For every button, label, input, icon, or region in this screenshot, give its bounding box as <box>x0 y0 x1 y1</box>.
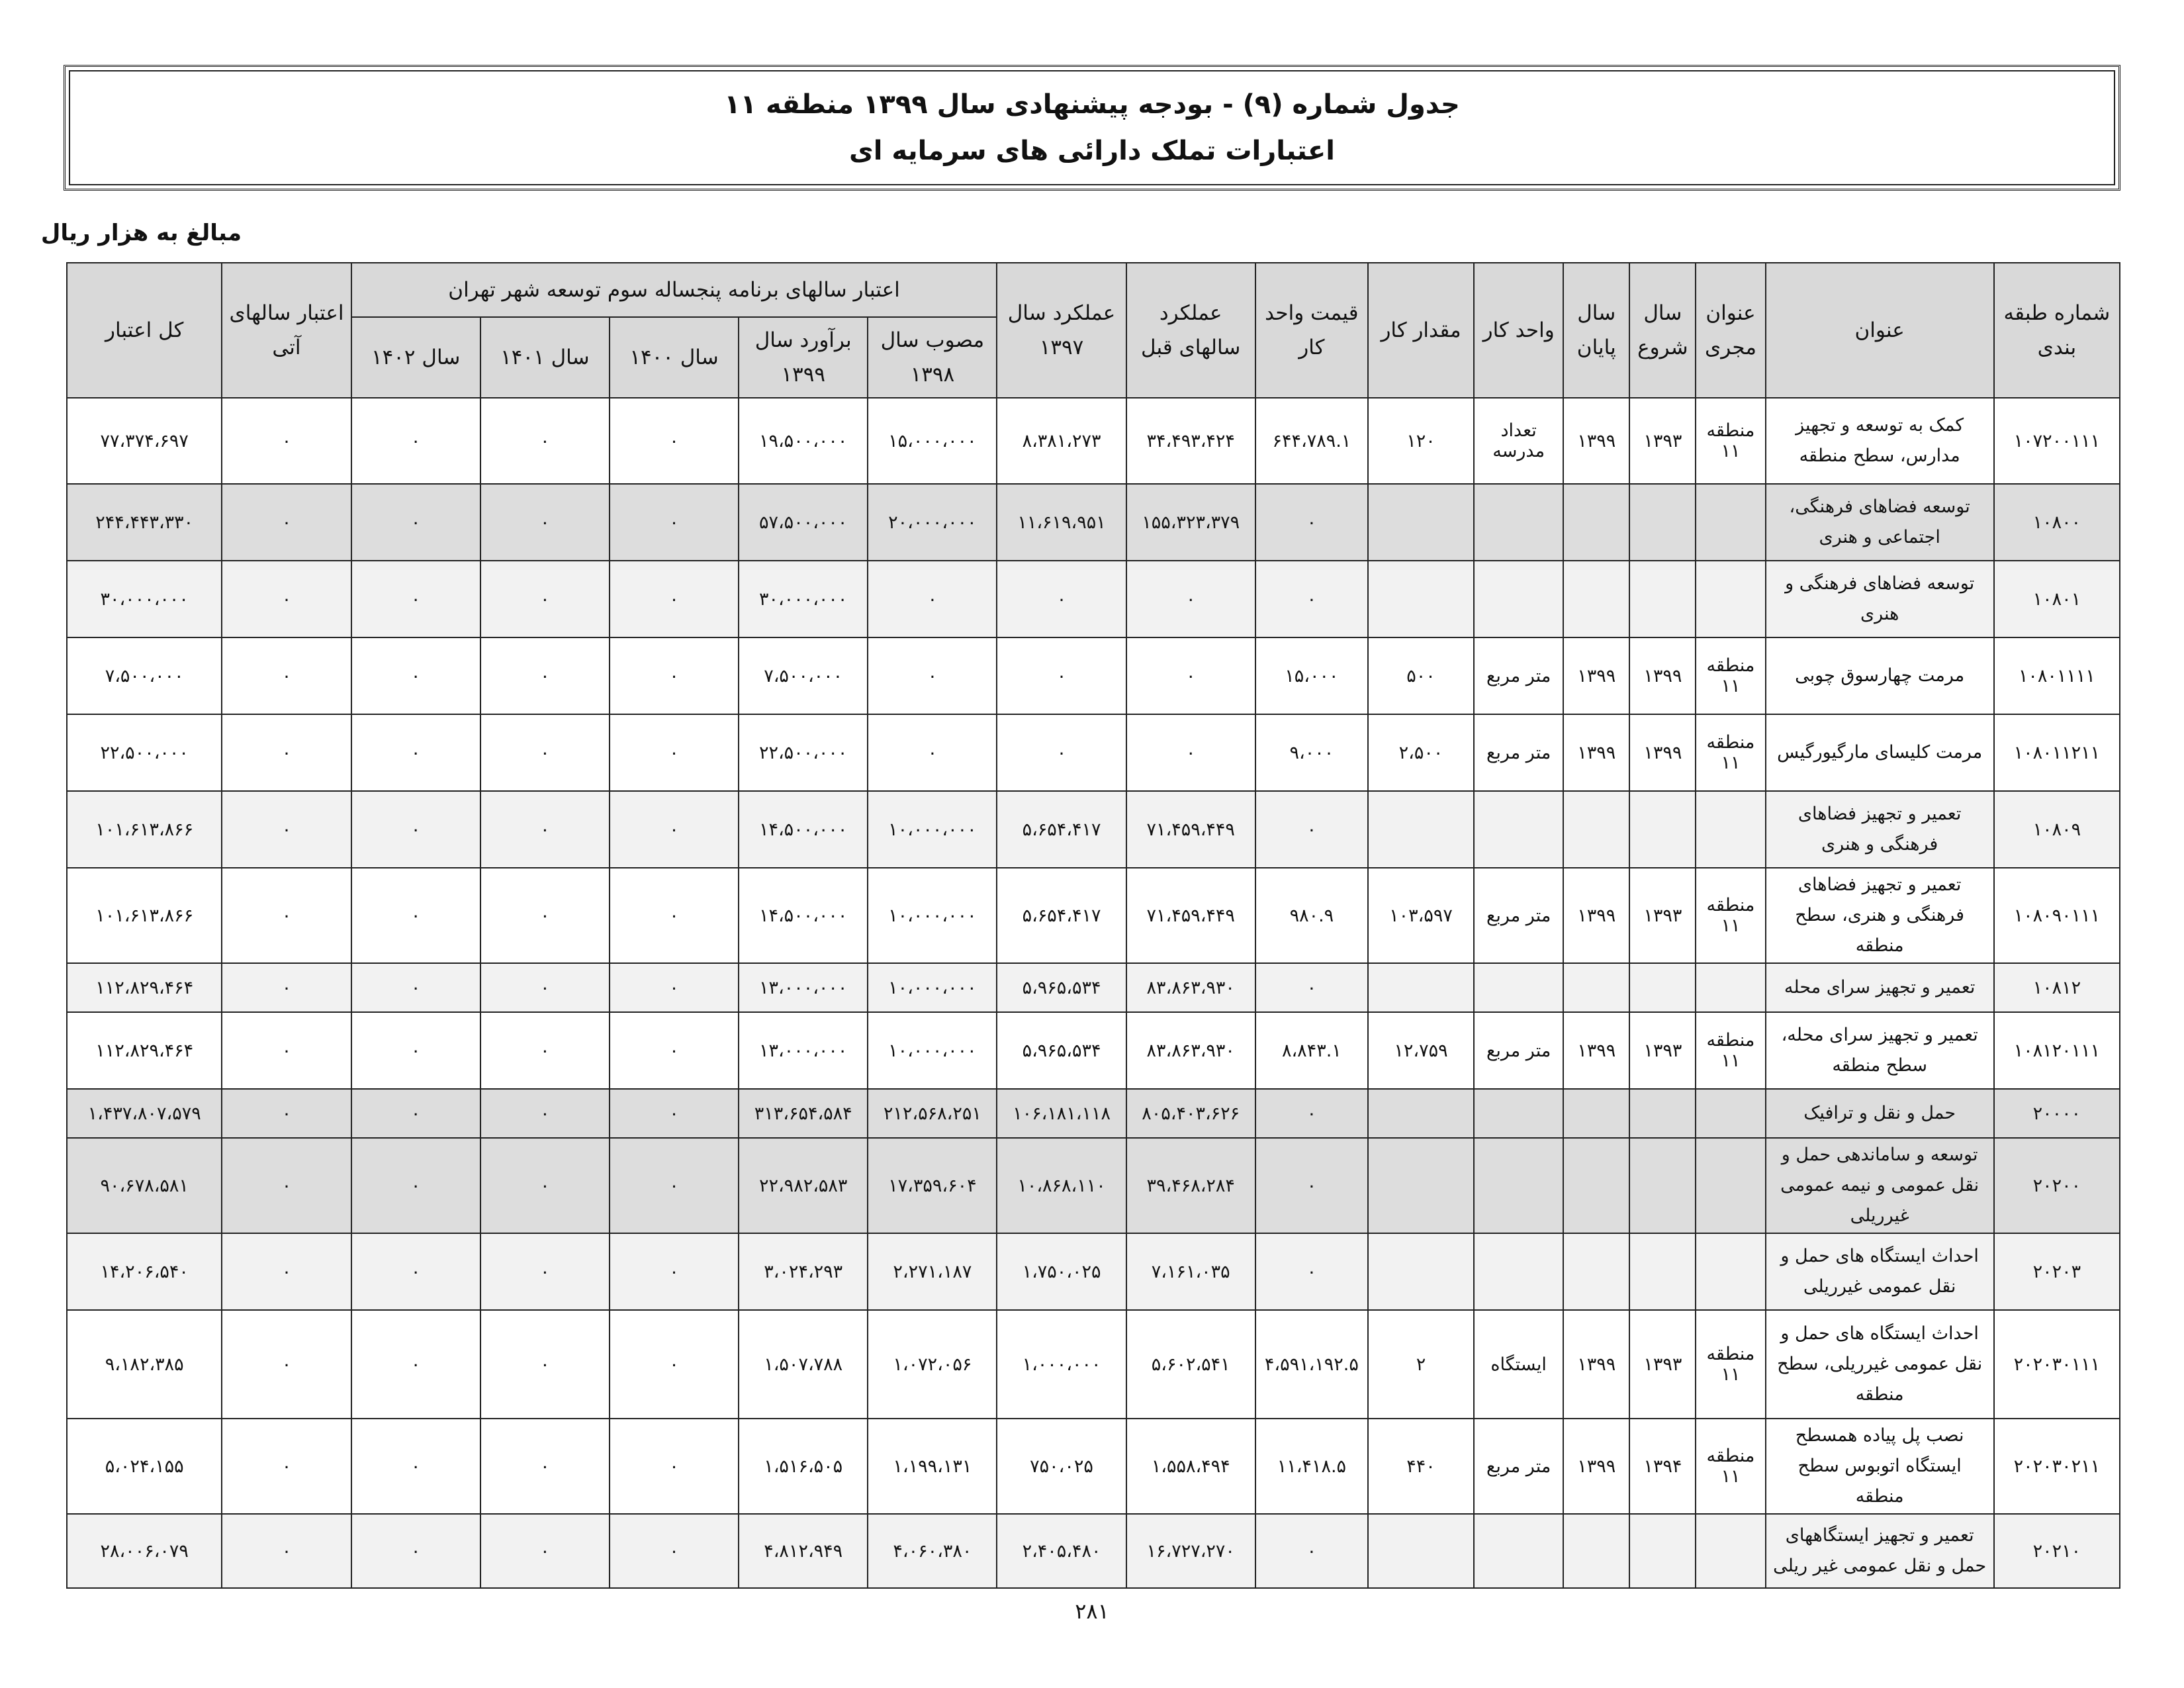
cell-performance-1397: ۵،۹۶۵،۵۳۴ <box>997 1012 1126 1089</box>
cell-performance-1397: ۱،۰۰۰،۰۰۰ <box>997 1310 1126 1419</box>
table-row <box>67 1138 2120 1233</box>
cell-year-1401: ۰ <box>480 1233 610 1310</box>
cell-code: ۱۰۸۰۹ <box>1994 791 2120 868</box>
cell-approved-1398: ۰ <box>868 637 997 714</box>
cell-total-credit: ۱۱۲،۸۲۹،۴۶۴ <box>67 963 222 1012</box>
table-row <box>67 484 2120 561</box>
header-five-year-plan: اعتبار سالهای برنامه پنجساله سوم توسعه شهر تهران <box>351 263 997 317</box>
cell-performance-1397: ۸،۳۸۱،۲۷۳ <box>997 398 1126 484</box>
cell-year-1400: ۰ <box>610 561 739 637</box>
page-title: جدول شماره (۹) - بودجه پیشنهادی سال ۱۳۹۹ منطقه ۱۱ <box>724 89 1460 120</box>
cell-total-credit: ۲۴۴،۴۴۳،۳۳۰ <box>67 484 222 561</box>
cell-year-1401: ۰ <box>480 963 610 1012</box>
cell-work-unit <box>1474 963 1563 1012</box>
cell-year-1402: ۰ <box>351 1310 480 1419</box>
cell-total-credit: ۱۴،۲۰۶،۵۴۰ <box>67 1233 222 1310</box>
cell-work-unit <box>1474 1089 1563 1138</box>
cell-future-credit: ۰ <box>222 398 351 484</box>
cell-performance-1397: ۵،۶۵۴،۴۱۷ <box>997 868 1126 963</box>
cell-past-performance: ۱۶،۷۲۷،۲۷۰ <box>1126 1514 1255 1588</box>
cell-estimate-1399: ۱،۵۱۶،۵۰۵ <box>739 1419 868 1514</box>
cell-work-amount: ۲،۵۰۰ <box>1368 714 1474 791</box>
cell-year-1401: ۰ <box>480 637 610 714</box>
header-performance-1397: عملکرد سال ۱۳۹۷ <box>997 263 1126 398</box>
cell-past-performance: ۸۰۵،۴۰۳،۶۲۶ <box>1126 1089 1255 1138</box>
cell-total-credit: ۲۲،۵۰۰،۰۰۰ <box>67 714 222 791</box>
cell-work-amount <box>1368 963 1474 1012</box>
cell-end-year: ۱۳۹۹ <box>1563 1012 1629 1089</box>
cell-estimate-1399: ۷،۵۰۰،۰۰۰ <box>739 637 868 714</box>
cell-year-1402: ۰ <box>351 791 480 868</box>
cell-estimate-1399: ۲۲،۵۰۰،۰۰۰ <box>739 714 868 791</box>
cell-unit-price: ۸،۸۴۳.۱ <box>1255 1012 1368 1089</box>
header-work-unit: واحد کار <box>1474 263 1563 398</box>
cell-performance-1397: ۱۱،۶۱۹،۹۵۱ <box>997 484 1126 561</box>
cell-unit-price: ۶۴۴،۷۸۹.۱ <box>1255 398 1368 484</box>
cell-approved-1398: ۱۵،۰۰۰،۰۰۰ <box>868 398 997 484</box>
cell-code: ۱۰۸۰۰ <box>1994 484 2120 561</box>
header-year-1400: سال ۱۴۰۰ <box>610 317 739 398</box>
cell-unit-price: ۰ <box>1255 1233 1368 1310</box>
cell-work-amount <box>1368 484 1474 561</box>
cell-work-amount <box>1368 1514 1474 1588</box>
table-row <box>67 1233 2120 1310</box>
cell-year-1402: ۰ <box>351 1138 480 1233</box>
cell-year-1400: ۰ <box>610 1089 739 1138</box>
cell-start-year: ۱۳۹۹ <box>1629 637 1696 714</box>
cell-estimate-1399: ۱۳،۰۰۰،۰۰۰ <box>739 1012 868 1089</box>
cell-executor <box>1696 1138 1765 1233</box>
cell-work-unit <box>1474 791 1563 868</box>
cell-unit-price: ۰ <box>1255 1089 1368 1138</box>
cell-work-unit <box>1474 561 1563 637</box>
cell-past-performance: ۷۱،۴۵۹،۴۴۹ <box>1126 791 1255 868</box>
cell-executor <box>1696 1089 1765 1138</box>
cell-executor: منطقه ۱۱ <box>1696 1310 1765 1419</box>
cell-title: احداث ایستگاه های حمل و نقل عمومی غیرریلی، سطح منطقه <box>1766 1310 1994 1419</box>
cell-start-year: ۱۳۹۴ <box>1629 1419 1696 1514</box>
cell-code: ۲۰۲۰۰ <box>1994 1138 2120 1233</box>
cell-executor: منطقه ۱۱ <box>1696 398 1765 484</box>
cell-future-credit: ۰ <box>222 1514 351 1588</box>
cell-code: ۲۰۲۰۳۰۱۱۱ <box>1994 1310 2120 1419</box>
cell-code: ۲۰۲۱۰ <box>1994 1514 2120 1588</box>
cell-work-unit: متر مربع <box>1474 868 1563 963</box>
table-row <box>67 868 2120 963</box>
cell-past-performance: ۱۵۵،۳۲۳،۳۷۹ <box>1126 484 1255 561</box>
cell-end-year <box>1563 1089 1629 1138</box>
cell-performance-1397: ۱۰،۸۶۸،۱۱۰ <box>997 1138 1126 1233</box>
cell-code: ۱۰۸۰۹۰۱۱۱ <box>1994 868 2120 963</box>
cell-year-1401: ۰ <box>480 398 610 484</box>
cell-year-1401: ۰ <box>480 1514 610 1588</box>
cell-total-credit: ۷۷،۳۷۴،۶۹۷ <box>67 398 222 484</box>
cell-total-credit: ۱۱۲،۸۲۹،۴۶۴ <box>67 1012 222 1089</box>
cell-work-unit: متر مربع <box>1474 1419 1563 1514</box>
cell-approved-1398: ۲۱۲،۵۶۸،۲۵۱ <box>868 1089 997 1138</box>
cell-title: نصب پل پیاده همسطح ایستگاه اتوبوس سطح منطقه <box>1766 1419 1994 1514</box>
cell-performance-1397: ۰ <box>997 637 1126 714</box>
header-title: عنوان <box>1766 263 1994 398</box>
cell-unit-price: ۰ <box>1255 561 1368 637</box>
cell-executor: منطقه ۱۱ <box>1696 1419 1765 1514</box>
cell-work-amount: ۵۰۰ <box>1368 637 1474 714</box>
cell-end-year <box>1563 561 1629 637</box>
cell-unit-price: ۰ <box>1255 963 1368 1012</box>
cell-year-1401: ۰ <box>480 1310 610 1419</box>
cell-executor <box>1696 963 1765 1012</box>
cell-end-year: ۱۳۹۹ <box>1563 1310 1629 1419</box>
cell-start-year <box>1629 1138 1696 1233</box>
cell-executor <box>1696 791 1765 868</box>
cell-start-year: ۱۳۹۳ <box>1629 868 1696 963</box>
cell-code: ۲۰۲۰۳ <box>1994 1233 2120 1310</box>
cell-performance-1397: ۰ <box>997 561 1126 637</box>
cell-past-performance: ۸۳،۸۶۳،۹۳۰ <box>1126 963 1255 1012</box>
cell-title: تعمیر و تجهیز سرای محله، سطح منطقه <box>1766 1012 1994 1089</box>
cell-work-unit <box>1474 1138 1563 1233</box>
cell-year-1401: ۰ <box>480 791 610 868</box>
cell-year-1402: ۰ <box>351 1089 480 1138</box>
cell-executor: منطقه ۱۱ <box>1696 637 1765 714</box>
cell-title: کمک به توسعه و تجهیز مدارس، سطح منطقه <box>1766 398 1994 484</box>
cell-future-credit: ۰ <box>222 963 351 1012</box>
cell-future-credit: ۰ <box>222 1310 351 1419</box>
cell-year-1400: ۰ <box>610 484 739 561</box>
cell-code: ۱۰۷۲۰۰۱۱۱ <box>1994 398 2120 484</box>
cell-year-1400: ۰ <box>610 1233 739 1310</box>
cell-end-year <box>1563 963 1629 1012</box>
cell-end-year: ۱۳۹۹ <box>1563 1419 1629 1514</box>
cell-executor <box>1696 484 1765 561</box>
cell-work-amount: ۱۲۰ <box>1368 398 1474 484</box>
cell-year-1402: ۰ <box>351 484 480 561</box>
cell-work-amount: ۱۲،۷۵۹ <box>1368 1012 1474 1089</box>
cell-approved-1398: ۱۷،۳۵۹،۶۰۴ <box>868 1138 997 1233</box>
cell-start-year <box>1629 1514 1696 1588</box>
cell-year-1402: ۰ <box>351 637 480 714</box>
cell-past-performance: ۱،۵۵۸،۴۹۴ <box>1126 1419 1255 1514</box>
cell-work-unit <box>1474 484 1563 561</box>
cell-past-performance: ۸۳،۸۶۳،۹۳۰ <box>1126 1012 1255 1089</box>
cell-work-unit <box>1474 1514 1563 1588</box>
cell-end-year: ۱۳۹۹ <box>1563 398 1629 484</box>
header-unit-price: قیمت واحد کار <box>1255 263 1368 398</box>
cell-approved-1398: ۱۰،۰۰۰،۰۰۰ <box>868 963 997 1012</box>
cell-estimate-1399: ۳۱۳،۶۵۴،۵۸۴ <box>739 1089 868 1138</box>
cell-total-credit: ۱،۴۳۷،۸۰۷،۵۷۹ <box>67 1089 222 1138</box>
cell-estimate-1399: ۴،۸۱۲،۹۴۹ <box>739 1514 868 1588</box>
cell-future-credit: ۰ <box>222 714 351 791</box>
units-label: مبالغ به هزار ریال <box>40 220 242 246</box>
cell-performance-1397: ۱۰۶،۱۸۱،۱۱۸ <box>997 1089 1126 1138</box>
cell-executor: منطقه ۱۱ <box>1696 714 1765 791</box>
cell-unit-price: ۰ <box>1255 484 1368 561</box>
cell-unit-price: ۴،۵۹۱،۱۹۲.۵ <box>1255 1310 1368 1419</box>
page-subtitle: اعتبارات تملک دارائی های سرمایه ای <box>849 136 1335 166</box>
cell-code: ۲۰۲۰۳۰۲۱۱ <box>1994 1419 2120 1514</box>
cell-year-1400: ۰ <box>610 963 739 1012</box>
cell-past-performance: ۵،۶۰۲،۵۴۱ <box>1126 1310 1255 1419</box>
header-year-1402: سال ۱۴۰۲ <box>351 317 480 398</box>
cell-total-credit: ۷،۵۰۰،۰۰۰ <box>67 637 222 714</box>
cell-unit-price: ۱۵،۰۰۰ <box>1255 637 1368 714</box>
cell-executor: منطقه ۱۱ <box>1696 1012 1765 1089</box>
cell-title: مرمت کلیسای مارگیورگیس <box>1766 714 1994 791</box>
cell-end-year <box>1563 791 1629 868</box>
cell-approved-1398: ۰ <box>868 714 997 791</box>
cell-approved-1398: ۱۰،۰۰۰،۰۰۰ <box>868 791 997 868</box>
cell-future-credit: ۰ <box>222 791 351 868</box>
cell-past-performance: ۳۴،۴۹۳،۴۲۴ <box>1126 398 1255 484</box>
cell-year-1401: ۰ <box>480 1089 610 1138</box>
cell-year-1400: ۰ <box>610 714 739 791</box>
cell-unit-price: ۱۱،۴۱۸.۵ <box>1255 1419 1368 1514</box>
header-executor: عنوان مجری <box>1696 263 1765 398</box>
cell-title: توسعه و ساماندهی حمل و نقل عمومی و نیمه عمومی غیرریلی <box>1766 1138 1994 1233</box>
cell-estimate-1399: ۱۴،۵۰۰،۰۰۰ <box>739 791 868 868</box>
cell-unit-price: ۹۸۰.۹ <box>1255 868 1368 963</box>
cell-work-amount <box>1368 1089 1474 1138</box>
cell-future-credit: ۰ <box>222 1089 351 1138</box>
cell-start-year <box>1629 1233 1696 1310</box>
title-box <box>64 65 2120 191</box>
cell-total-credit: ۳۰،۰۰۰،۰۰۰ <box>67 561 222 637</box>
cell-start-year: ۱۳۹۳ <box>1629 398 1696 484</box>
cell-year-1402: ۰ <box>351 1419 480 1514</box>
cell-work-amount <box>1368 1138 1474 1233</box>
cell-year-1402: ۰ <box>351 1514 480 1588</box>
cell-code: ۱۰۸۰۱۱۱۱ <box>1994 637 2120 714</box>
cell-approved-1398: ۱،۰۷۲،۰۵۶ <box>868 1310 997 1419</box>
table-row <box>67 1310 2120 1419</box>
table-row <box>67 963 2120 1012</box>
table-row <box>67 714 2120 791</box>
table-row <box>67 1514 2120 1588</box>
cell-total-credit: ۹۰،۶۷۸،۵۸۱ <box>67 1138 222 1233</box>
table-row <box>67 398 2120 484</box>
cell-end-year: ۱۳۹۹ <box>1563 637 1629 714</box>
cell-estimate-1399: ۱۳،۰۰۰،۰۰۰ <box>739 963 868 1012</box>
cell-work-amount: ۴۴۰ <box>1368 1419 1474 1514</box>
cell-year-1401: ۰ <box>480 561 610 637</box>
cell-title: تعمیر و تجهیز سرای محله <box>1766 963 1994 1012</box>
cell-total-credit: ۹،۱۸۲،۳۸۵ <box>67 1310 222 1419</box>
header-estimate-1399: برآورد سال ۱۳۹۹ <box>739 317 868 398</box>
cell-estimate-1399: ۱۹،۵۰۰،۰۰۰ <box>739 398 868 484</box>
cell-executor: منطقه ۱۱ <box>1696 868 1765 963</box>
cell-future-credit: ۰ <box>222 484 351 561</box>
table-row <box>67 1419 2120 1514</box>
cell-end-year: ۱۳۹۹ <box>1563 868 1629 963</box>
cell-year-1400: ۰ <box>610 1310 739 1419</box>
cell-year-1400: ۰ <box>610 791 739 868</box>
cell-estimate-1399: ۱،۵۰۷،۷۸۸ <box>739 1310 868 1419</box>
cell-future-credit: ۰ <box>222 1419 351 1514</box>
cell-year-1402: ۰ <box>351 963 480 1012</box>
cell-work-unit: ایستگاه <box>1474 1310 1563 1419</box>
cell-start-year <box>1629 791 1696 868</box>
cell-performance-1397: ۵،۹۶۵،۵۳۴ <box>997 963 1126 1012</box>
cell-work-unit: متر مربع <box>1474 714 1563 791</box>
cell-past-performance: ۷۱،۴۵۹،۴۴۹ <box>1126 868 1255 963</box>
cell-work-unit <box>1474 1233 1563 1310</box>
page-number: ۲۸۱ <box>1075 1599 1109 1624</box>
header-work-amount: مقدار کار <box>1368 263 1474 398</box>
cell-year-1400: ۰ <box>610 1514 739 1588</box>
cell-work-amount <box>1368 561 1474 637</box>
table-row <box>67 637 2120 714</box>
table-row <box>67 1089 2120 1138</box>
cell-performance-1397: ۲،۴۰۵،۴۸۰ <box>997 1514 1126 1588</box>
cell-year-1401: ۰ <box>480 868 610 963</box>
cell-title: مرمت چهارسوق چوبی <box>1766 637 1994 714</box>
header-end-year: سال پایان <box>1563 263 1629 398</box>
cell-future-credit: ۰ <box>222 561 351 637</box>
header-total-credit: کل اعتبار <box>67 263 222 398</box>
cell-year-1402: ۰ <box>351 1233 480 1310</box>
cell-total-credit: ۱۰۱،۶۱۳،۸۶۶ <box>67 791 222 868</box>
budget-table <box>66 262 2120 1589</box>
cell-year-1401: ۰ <box>480 484 610 561</box>
cell-past-performance: ۷،۱۶۱،۰۳۵ <box>1126 1233 1255 1310</box>
cell-start-year: ۱۳۹۳ <box>1629 1012 1696 1089</box>
cell-approved-1398: ۲،۲۷۱،۱۸۷ <box>868 1233 997 1310</box>
cell-unit-price: ۹،۰۰۰ <box>1255 714 1368 791</box>
cell-future-credit: ۰ <box>222 1138 351 1233</box>
cell-estimate-1399: ۳،۰۲۴،۲۹۳ <box>739 1233 868 1310</box>
cell-year-1401: ۰ <box>480 1138 610 1233</box>
cell-unit-price: ۰ <box>1255 1514 1368 1588</box>
cell-work-amount <box>1368 1233 1474 1310</box>
cell-code: ۲۰۰۰۰ <box>1994 1089 2120 1138</box>
cell-year-1401: ۰ <box>480 714 610 791</box>
table-row <box>67 791 2120 868</box>
cell-performance-1397: ۷۵۰،۰۲۵ <box>997 1419 1126 1514</box>
cell-total-credit: ۵،۰۲۴،۱۵۵ <box>67 1419 222 1514</box>
cell-approved-1398: ۱۰،۰۰۰،۰۰۰ <box>868 868 997 963</box>
cell-year-1401: ۰ <box>480 1419 610 1514</box>
cell-title: تعمیر و تجهیز فضاهای فرهنگی و هنری <box>1766 791 1994 868</box>
cell-approved-1398: ۱۰،۰۰۰،۰۰۰ <box>868 1012 997 1089</box>
cell-future-credit: ۰ <box>222 868 351 963</box>
cell-start-year <box>1629 484 1696 561</box>
cell-year-1401: ۰ <box>480 1012 610 1089</box>
cell-total-credit: ۱۰۱،۶۱۳،۸۶۶ <box>67 868 222 963</box>
cell-performance-1397: ۱،۷۵۰،۰۲۵ <box>997 1233 1126 1310</box>
cell-start-year: ۱۳۹۹ <box>1629 714 1696 791</box>
cell-year-1402: ۰ <box>351 868 480 963</box>
cell-title: توسعه فضاهای فرهنگی و هنری <box>1766 561 1994 637</box>
cell-code: ۱۰۸۰۱ <box>1994 561 2120 637</box>
header-approved-1398: مصوب سال ۱۳۹۸ <box>868 317 997 398</box>
cell-estimate-1399: ۳۰،۰۰۰،۰۰۰ <box>739 561 868 637</box>
cell-year-1402: ۰ <box>351 1012 480 1089</box>
cell-title: احداث ایستگاه های حمل و نقل عمومی غیرریلی <box>1766 1233 1994 1310</box>
cell-title: تعمیر و تجهیز فضاهای فرهنگی و هنری، سطح منطقه <box>1766 868 1994 963</box>
cell-start-year <box>1629 963 1696 1012</box>
cell-unit-price: ۰ <box>1255 791 1368 868</box>
cell-performance-1397: ۵،۶۵۴،۴۱۷ <box>997 791 1126 868</box>
cell-start-year: ۱۳۹۳ <box>1629 1310 1696 1419</box>
cell-year-1400: ۰ <box>610 1138 739 1233</box>
cell-title: توسعه فضاهای فرهنگی، اجتماعی و هنری <box>1766 484 1994 561</box>
header-future-credit: اعتبار سالهای آتی <box>222 263 351 398</box>
header-code: شماره طبقه بندی <box>1994 263 2120 398</box>
header-year-1401: سال ۱۴۰۱ <box>480 317 610 398</box>
cell-work-unit: متر مربع <box>1474 637 1563 714</box>
cell-future-credit: ۰ <box>222 637 351 714</box>
cell-approved-1398: ۰ <box>868 561 997 637</box>
cell-year-1400: ۰ <box>610 868 739 963</box>
cell-work-unit: متر مربع <box>1474 1012 1563 1089</box>
cell-future-credit: ۰ <box>222 1012 351 1089</box>
cell-approved-1398: ۱،۱۹۹،۱۳۱ <box>868 1419 997 1514</box>
cell-start-year <box>1629 561 1696 637</box>
cell-end-year <box>1563 1514 1629 1588</box>
cell-year-1400: ۰ <box>610 637 739 714</box>
cell-code: ۱۰۸۱۲۰۱۱۱ <box>1994 1012 2120 1089</box>
cell-year-1402: ۰ <box>351 398 480 484</box>
cell-end-year: ۱۳۹۹ <box>1563 714 1629 791</box>
cell-past-performance: ۰ <box>1126 561 1255 637</box>
table-row <box>67 561 2120 637</box>
header-past-performance: عملکرد سالهای قبل <box>1126 263 1255 398</box>
cell-end-year <box>1563 1233 1629 1310</box>
cell-past-performance: ۰ <box>1126 637 1255 714</box>
table-row <box>67 1012 2120 1089</box>
cell-estimate-1399: ۲۲،۹۸۲،۵۸۳ <box>739 1138 868 1233</box>
cell-executor <box>1696 1233 1765 1310</box>
cell-work-amount <box>1368 791 1474 868</box>
cell-executor <box>1696 561 1765 637</box>
cell-year-1400: ۰ <box>610 1012 739 1089</box>
cell-executor <box>1696 1514 1765 1588</box>
cell-past-performance: ۳۹،۴۶۸،۲۸۴ <box>1126 1138 1255 1233</box>
cell-approved-1398: ۴،۰۶۰،۳۸۰ <box>868 1514 997 1588</box>
cell-start-year <box>1629 1089 1696 1138</box>
cell-work-amount: ۲ <box>1368 1310 1474 1419</box>
cell-year-1400: ۰ <box>610 398 739 484</box>
cell-year-1402: ۰ <box>351 561 480 637</box>
cell-approved-1398: ۲۰،۰۰۰،۰۰۰ <box>868 484 997 561</box>
cell-work-amount: ۱۰۳،۵۹۷ <box>1368 868 1474 963</box>
cell-work-unit: تعداد مدرسه <box>1474 398 1563 484</box>
cell-performance-1397: ۰ <box>997 714 1126 791</box>
cell-unit-price: ۰ <box>1255 1138 1368 1233</box>
cell-year-1400: ۰ <box>610 1419 739 1514</box>
cell-estimate-1399: ۱۴،۵۰۰،۰۰۰ <box>739 868 868 963</box>
cell-end-year <box>1563 484 1629 561</box>
cell-past-performance: ۰ <box>1126 714 1255 791</box>
cell-code: ۱۰۸۱۲ <box>1994 963 2120 1012</box>
table-body <box>67 398 2120 1588</box>
cell-title: تعمیر و تجهیز ایستگاههای حمل و نقل عمومی غیر ریلی <box>1766 1514 1994 1588</box>
cell-end-year <box>1563 1138 1629 1233</box>
cell-future-credit: ۰ <box>222 1233 351 1310</box>
header-start-year: سال شروع <box>1629 263 1696 398</box>
cell-estimate-1399: ۵۷،۵۰۰،۰۰۰ <box>739 484 868 561</box>
cell-title: حمل و نقل و ترافیک <box>1766 1089 1994 1138</box>
cell-total-credit: ۲۸،۰۰۶،۰۷۹ <box>67 1514 222 1588</box>
cell-year-1402: ۰ <box>351 714 480 791</box>
cell-code: ۱۰۸۰۱۱۲۱۱ <box>1994 714 2120 791</box>
